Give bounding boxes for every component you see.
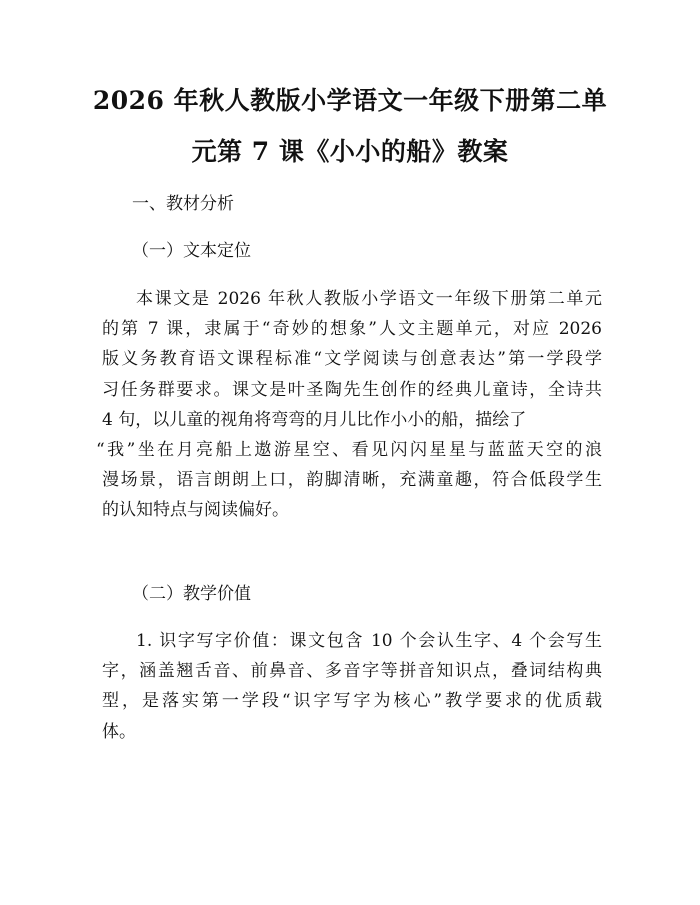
paragraph-line: 的第 7 课，隶属于“奇妙的想象”人文主题单元，对应 2026 — [102, 319, 602, 340]
subsection-heading-text-positioning: （一）文本定位 — [132, 241, 251, 261]
document-title-line-1: 2026 年秋人教版小学语文一年级下册第二单 — [92, 86, 608, 115]
paragraph-line: 体。 — [102, 721, 136, 742]
paragraph-line: 版义务教育语文课程标准“文学阅读与创意表达”第一学段学 — [102, 349, 602, 370]
paragraph-line: 型，是落实第一学段“识字写字为核心”教学要求的优质载 — [102, 691, 602, 712]
paragraph-line: 的认知特点与阅读偏好。 — [102, 500, 289, 521]
paragraph-line: 习任务群要求。课文是叶圣陶先生创作的经典儿童诗，全诗共 — [102, 379, 602, 400]
paragraph-line: 4 句，以儿童的视角将弯弯的月儿比作小小的船，描绘了 — [102, 409, 527, 430]
section-heading-teaching-material-analysis: 一、教材分析 — [132, 194, 234, 214]
paragraph-line: 字，涵盖翘舌音、前鼻音、多音字等拼音知识点，叠词结构典 — [102, 661, 602, 682]
paragraph-text-positioning — [96, 284, 602, 526]
paragraph-teaching-value — [102, 626, 602, 747]
paragraph-line: “我”坐在月亮船上遨游星空、看见闪闪星星与蓝蓝天空的浪 — [96, 440, 602, 461]
paragraph-line: 1. 识字写字价值：课文包含 10 个会认生字、4 个会写生 — [136, 631, 602, 651]
document-title-line-2: 元第 7 课《小小的船》教案 — [191, 137, 509, 166]
subsection-heading-teaching-value: （二）教学价值 — [132, 584, 251, 604]
paragraph-line: 本课文是 2026 年秋人教版小学语文一年级下册第二单元 — [136, 289, 602, 309]
paragraph-line: 漫场景，语言朗朗上口，韵脚清晰，充满童趣，符合低段学生 — [102, 470, 602, 491]
